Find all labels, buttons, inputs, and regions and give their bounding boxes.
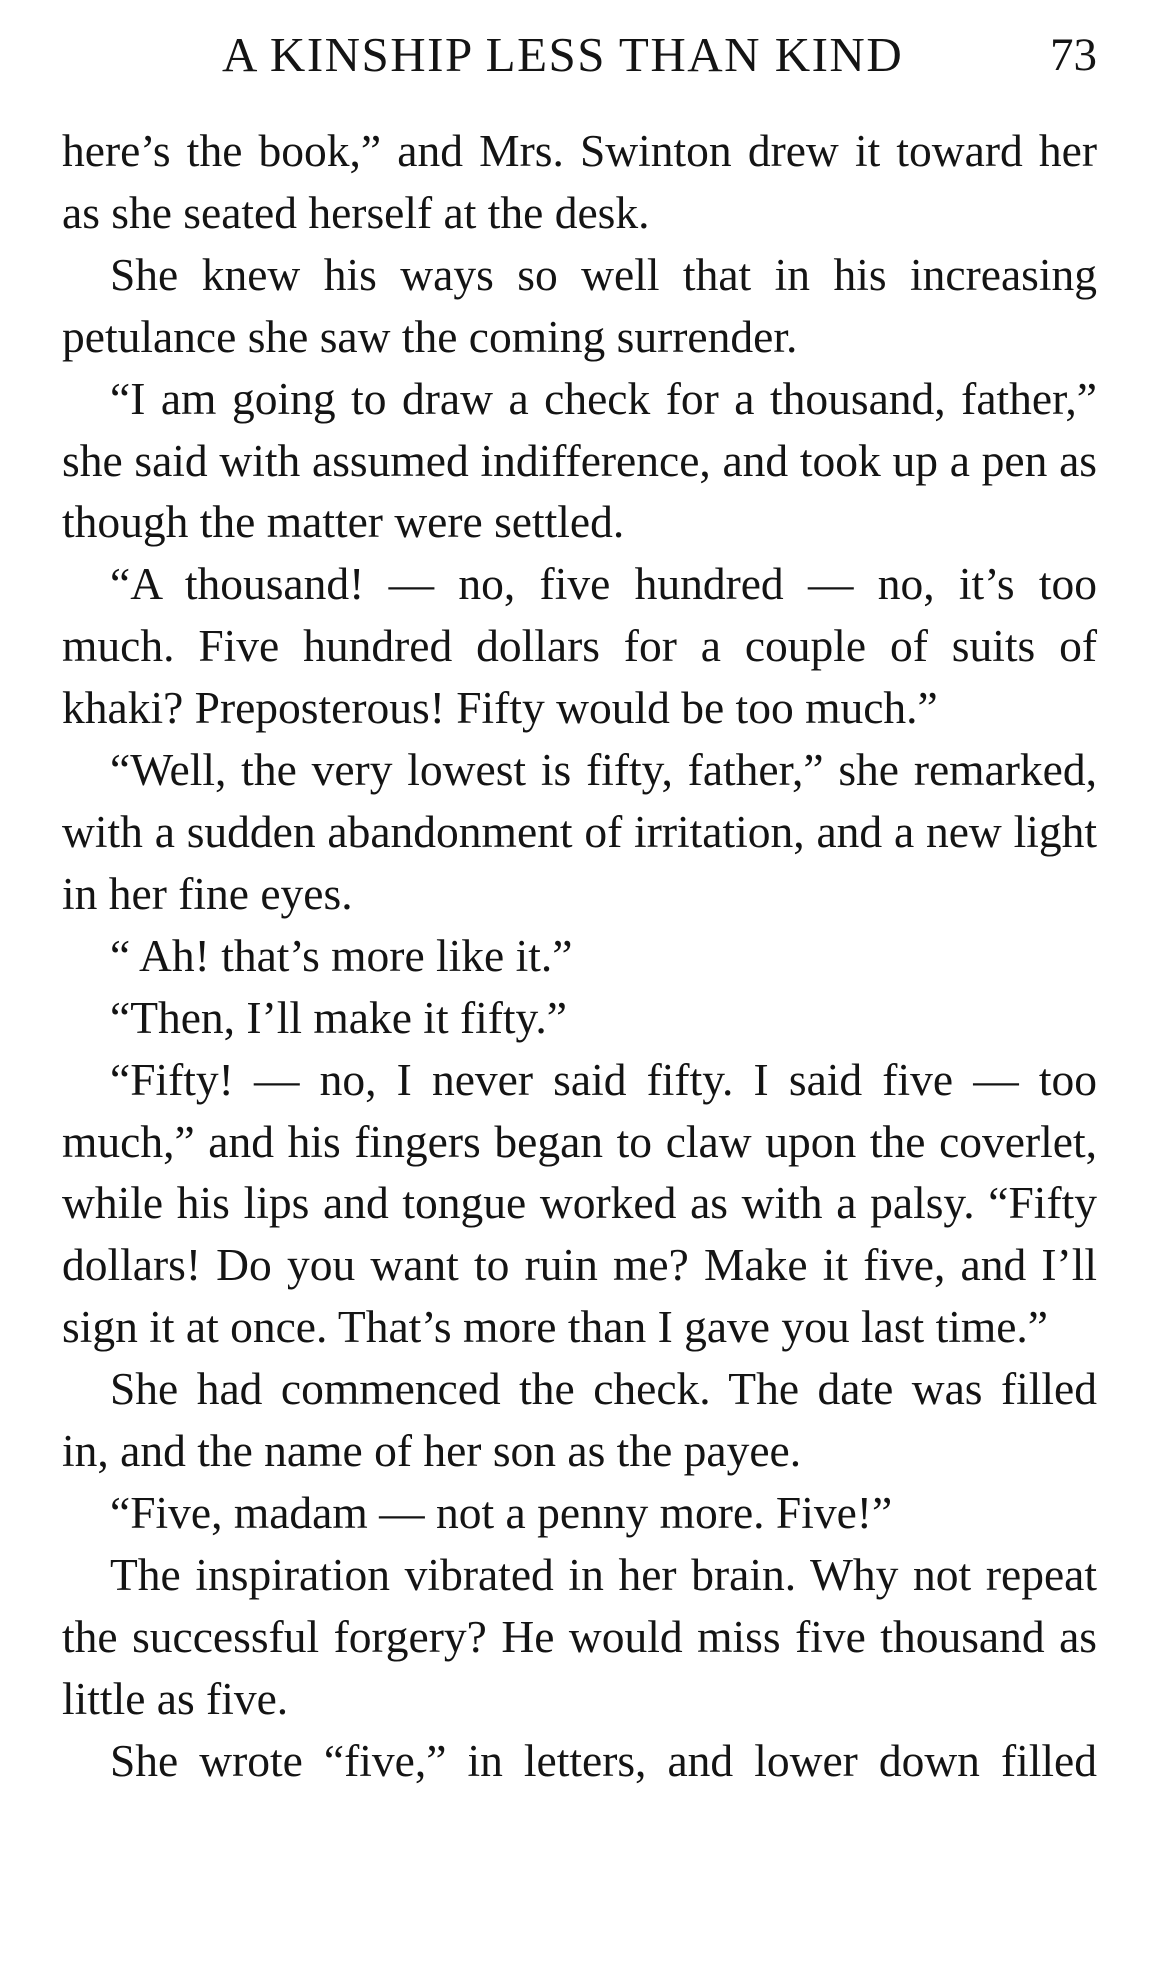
- paragraph-6: “ Ah! that’s more like it.”: [110, 929, 573, 981]
- paragraph-10: “Five, madam — not a penny more. Five!”: [110, 1486, 893, 1538]
- paragraph-8: “Fifty! — no, I never said fifty. I said five — too much,” and his fingers began to claw upon the coverlet, while his lips and tongue worked as with a palsy. “Fifty dollars! Do you want to ruin me? Make it five, and I’ll sign it at once. That’s more than I gave you last time.”: [62, 1053, 1097, 1353]
- paragraph-9: She had commenced the check. The date was filled in, and the name of her son as the payee.: [62, 1363, 1097, 1477]
- paragraph-11: The inspiration vibrated in her brain. Why not repeat the successful forgery? He would miss five thousand as little as five.: [62, 1548, 1097, 1724]
- running-head: [62, 26, 1097, 86]
- running-title: A KINSHIP LESS THAN KIND: [222, 27, 904, 82]
- paragraph-4: “A thousand! — no, five hundred — no, it’s too much. Five hundred dollars for a couple of suits of khaki? Preposterous! Fifty would be too much.”: [62, 558, 1097, 734]
- paragraph-2: She knew his ways so well that in his increasing petulance she saw the coming surrender.: [62, 248, 1097, 362]
- paragraph-3: “I am going to draw a check for a thousand, father,” she said with assumed indifference, and took up a pen as though the matter were settled.: [62, 372, 1097, 548]
- paragraph-12: She wrote “five,” in letters, and lower down filled: [110, 1734, 1097, 1786]
- paragraph-1: here’s the book,” and Mrs. Swinton drew it toward her as she seated herself at the desk.: [62, 125, 1097, 238]
- body-text: [62, 120, 1097, 1791]
- page-number: 73: [1050, 29, 1097, 81]
- paragraph-7: “Then, I’ll make it fifty.”: [110, 991, 567, 1043]
- paragraph-5: “Well, the very lowest is fifty, father,” she remarked, with a sudden abandonment of irritation, and a new light in her fine eyes.: [62, 744, 1097, 919]
